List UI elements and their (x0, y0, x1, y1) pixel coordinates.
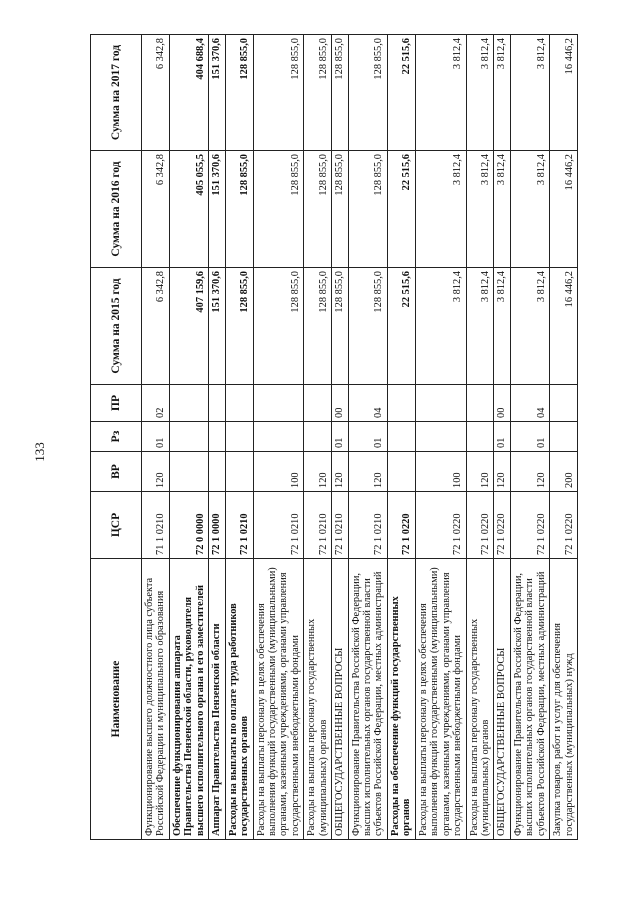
cell-2015: 22 515,6 (387, 268, 415, 385)
cell-2015: 128 855,0 (348, 268, 387, 385)
cell-2015: 407 159,6 (169, 268, 208, 385)
cell-pr: 02 (142, 385, 170, 422)
cell-2015: 128 855,0 (304, 268, 332, 385)
cell-vr (209, 452, 225, 492)
cell-pr (387, 385, 415, 422)
header-2015: Сумма на 2015 год (91, 268, 142, 385)
table-row (466, 35, 494, 840)
budget-table (90, 34, 578, 840)
cell-2016: 128 855,0 (332, 151, 348, 268)
cell-pr: 00 (494, 385, 510, 422)
table-row (415, 35, 466, 840)
cell-pr (304, 385, 332, 422)
cell-2015: 3 812,4 (415, 268, 466, 385)
cell-rz: 01 (332, 422, 348, 452)
cell-2015: 6 342,8 (142, 268, 170, 385)
cell-rz (387, 422, 415, 452)
cell-vr: 120 (304, 452, 332, 492)
cell-vr: 100 (253, 452, 304, 492)
cell-csr: 72 1 0210 (304, 492, 332, 559)
cell-rz (253, 422, 304, 452)
cell-name: Обеспечение функционирования аппарата Правительства Пензенской области, руководителя высшего исполнительного органа и его заместителей (169, 559, 208, 840)
cell-csr: 72 1 0000 (209, 492, 225, 559)
cell-rz (209, 422, 225, 452)
cell-name: Функционирование высшего должностного лица субъекта Российской Федерации и муниципального образования (142, 559, 170, 840)
cell-vr: 100 (415, 452, 466, 492)
cell-2016: 128 855,0 (304, 151, 332, 268)
cell-csr: 72 1 0210 (332, 492, 348, 559)
cell-2016: 405 055,5 (169, 151, 208, 268)
cell-csr: 72 1 0210 (348, 492, 387, 559)
cell-2017: 128 855,0 (304, 35, 332, 151)
cell-2015: 16 446,2 (550, 268, 578, 385)
cell-pr: 00 (332, 385, 348, 422)
cell-2017: 3 812,4 (494, 35, 510, 151)
cell-2016: 151 370,6 (209, 151, 225, 268)
cell-vr: 120 (142, 452, 170, 492)
cell-2017: 151 370,6 (209, 35, 225, 151)
cell-vr: 120 (510, 452, 549, 492)
cell-vr: 120 (466, 452, 494, 492)
cell-2017: 3 812,4 (510, 35, 549, 151)
cell-name: Закупка товаров, работ и услуг для обеспечения государственных (муниципальных) нужд (550, 559, 578, 840)
table-row (142, 35, 170, 840)
table-row (510, 35, 549, 840)
cell-2017: 3 812,4 (415, 35, 466, 151)
table-row (348, 35, 387, 840)
cell-2017: 404 688,4 (169, 35, 208, 151)
cell-2015: 3 812,4 (510, 268, 549, 385)
cell-2016: 3 812,4 (466, 151, 494, 268)
cell-2017: 6 342,8 (142, 35, 170, 151)
cell-csr: 72 1 0210 (225, 492, 253, 559)
cell-vr (387, 452, 415, 492)
cell-pr: 04 (348, 385, 387, 422)
cell-2016: 16 446,2 (550, 151, 578, 268)
cell-csr: 72 1 0220 (415, 492, 466, 559)
cell-csr: 72 1 0220 (494, 492, 510, 559)
cell-2016: 22 515,6 (387, 151, 415, 268)
cell-name: Функционирование Правительства Российской Федерации, высших исполнительных органов государственной власти субъектов Российской Федерации, местных администраций (510, 559, 549, 840)
cell-csr: 72 1 0220 (466, 492, 494, 559)
cell-rz: 01 (494, 422, 510, 452)
table-row (169, 35, 208, 840)
header-2016: Сумма на 2016 год (91, 151, 142, 268)
cell-pr (550, 385, 578, 422)
cell-2017: 128 855,0 (225, 35, 253, 151)
cell-rz: 01 (142, 422, 170, 452)
table-row (494, 35, 510, 840)
table-row (304, 35, 332, 840)
cell-2016: 128 855,0 (225, 151, 253, 268)
cell-csr: 72 1 0210 (253, 492, 304, 559)
cell-2017: 128 855,0 (253, 35, 304, 151)
cell-2017: 3 812,4 (466, 35, 494, 151)
cell-vr: 200 (550, 452, 578, 492)
cell-pr: 04 (510, 385, 549, 422)
cell-pr (466, 385, 494, 422)
cell-2016: 128 855,0 (253, 151, 304, 268)
cell-name: Расходы на выплаты персоналу в целях обеспечения выполнения функций государственными (муниципальными) органами, казенными учреждениями, органами управления государственными внебюджетными фондами (253, 559, 304, 840)
cell-2016: 3 812,4 (494, 151, 510, 268)
cell-csr: 72 1 0220 (550, 492, 578, 559)
cell-name: Расходы на выплаты персоналу в целях обеспечения выполнения функций государственными (муниципальными) органами, казенными учреждениями, органами управления государственными внебюджетными фондами (415, 559, 466, 840)
cell-2015: 3 812,4 (466, 268, 494, 385)
page-number: 133 (32, 442, 47, 462)
table-row (209, 35, 225, 840)
cell-csr: 72 1 0220 (387, 492, 415, 559)
cell-rz (466, 422, 494, 452)
cell-2015: 3 812,4 (494, 268, 510, 385)
header-2017: Сумма на 2017 год (91, 35, 142, 151)
cell-rz (550, 422, 578, 452)
cell-2017: 128 855,0 (348, 35, 387, 151)
cell-csr: 72 0 0000 (169, 492, 208, 559)
cell-vr: 120 (348, 452, 387, 492)
cell-rz (169, 422, 208, 452)
cell-2015: 128 855,0 (225, 268, 253, 385)
cell-name: Расходы на обеспечение функций государственных органов (387, 559, 415, 840)
header-rz: Рз (91, 422, 142, 452)
cell-pr (209, 385, 225, 422)
cell-2016: 128 855,0 (348, 151, 387, 268)
cell-2015: 128 855,0 (253, 268, 304, 385)
cell-csr: 71 1 0210 (142, 492, 170, 559)
header-vr: ВР (91, 452, 142, 492)
header-name: Наименование (91, 559, 142, 840)
cell-2015: 151 370,6 (209, 268, 225, 385)
table-body (142, 35, 578, 840)
cell-name: ОБЩЕГОСУДАРСТВЕННЫЕ ВОПРОСЫ (494, 559, 510, 840)
cell-rz (304, 422, 332, 452)
cell-rz (415, 422, 466, 452)
cell-2017: 22 515,6 (387, 35, 415, 151)
cell-pr (225, 385, 253, 422)
cell-pr (169, 385, 208, 422)
rotated-table-container (90, 38, 640, 840)
header-csr: ЦСР (91, 492, 142, 559)
table-header-row (91, 35, 142, 840)
cell-name: Аппарат Правительства Пензенской области (209, 559, 225, 840)
cell-2017: 16 446,2 (550, 35, 578, 151)
cell-2016: 3 812,4 (415, 151, 466, 268)
cell-rz (225, 422, 253, 452)
cell-name: Расходы на выплаты персоналу государственных (муниципальных) органов (466, 559, 494, 840)
cell-vr (225, 452, 253, 492)
cell-2017: 128 855,0 (332, 35, 348, 151)
table-row (332, 35, 348, 840)
cell-2016: 6 342,8 (142, 151, 170, 268)
cell-2015: 128 855,0 (332, 268, 348, 385)
cell-rz: 01 (348, 422, 387, 452)
cell-vr: 120 (332, 452, 348, 492)
cell-name: Расходы на выплаты персоналу государственных (муниципальных) органов (304, 559, 332, 840)
cell-vr: 120 (494, 452, 510, 492)
header-pr: ПР (91, 385, 142, 422)
table-row (550, 35, 578, 840)
cell-name: Функционирование Правительства Российской Федерации, высших исполнительных органов государственной власти субъектов Российской Федерации, местных администраций (348, 559, 387, 840)
table-row (387, 35, 415, 840)
cell-2016: 3 812,4 (510, 151, 549, 268)
cell-csr: 72 1 0220 (510, 492, 549, 559)
cell-pr (415, 385, 466, 422)
table-row (253, 35, 304, 840)
cell-name: ОБЩЕГОСУДАРСТВЕННЫЕ ВОПРОСЫ (332, 559, 348, 840)
cell-rz: 01 (510, 422, 549, 452)
cell-vr (169, 452, 208, 492)
cell-name: Расходы на выплаты по оплате труда работников государственных органов (225, 559, 253, 840)
table-row (225, 35, 253, 840)
cell-pr (253, 385, 304, 422)
